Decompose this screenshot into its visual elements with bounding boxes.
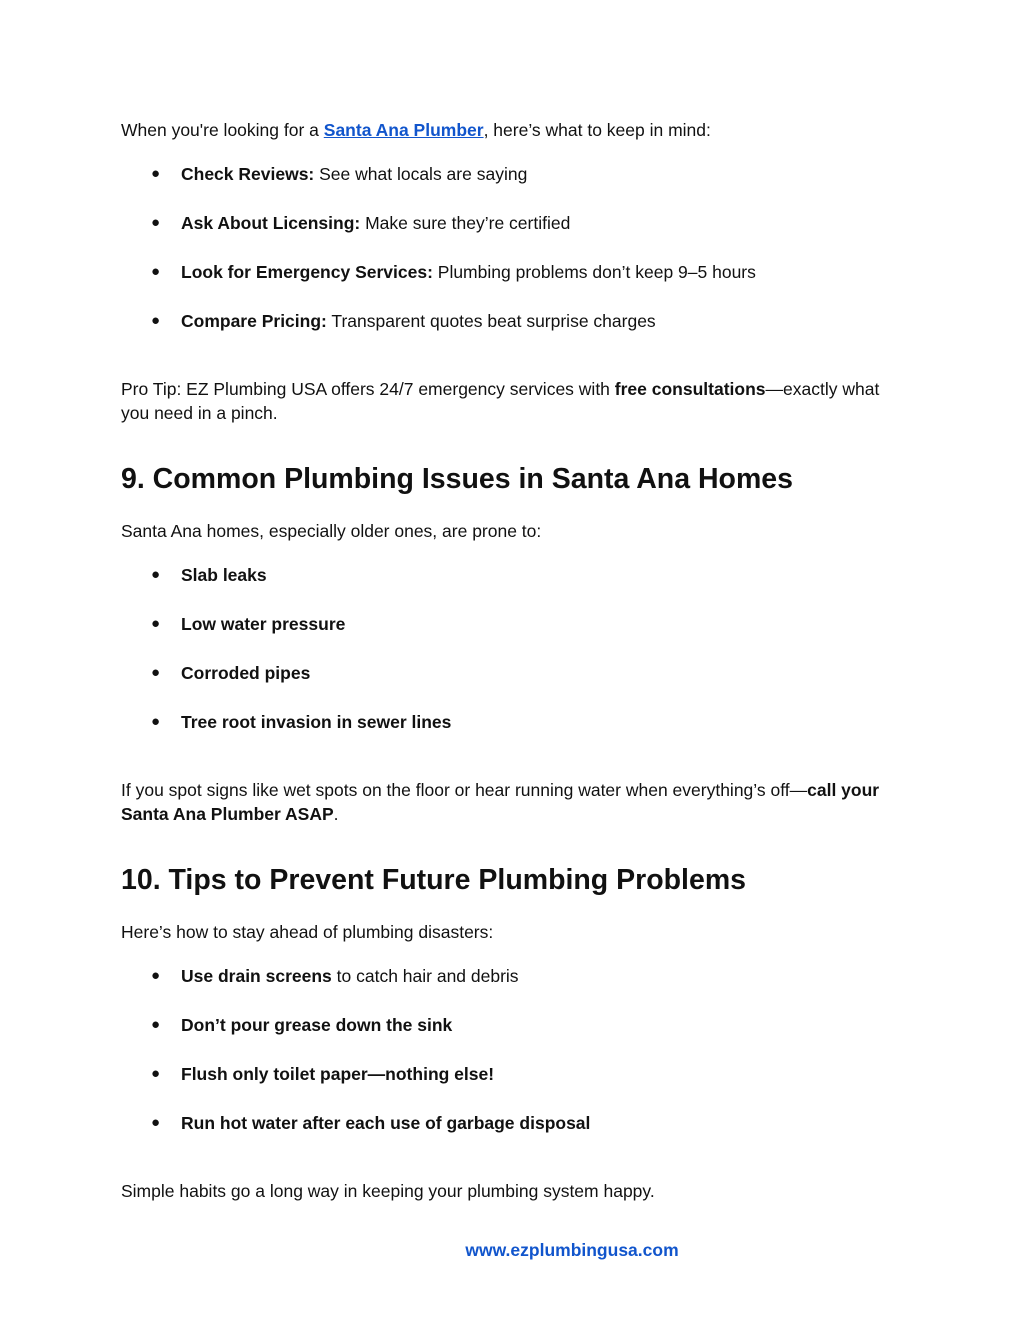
list-item [121,162,901,186]
item-bold: Compare Pricing: [181,311,327,331]
list-item [121,1013,901,1037]
bullet-icon: ● [151,615,161,632]
closing-bold: call your Santa Ana Plumber ASAP [121,780,880,824]
item-bold: Use drain screens [181,966,332,986]
section-10-closing: Simple habits go a long way in keeping your plumbing system happy. [121,1181,655,1201]
bullet-icon: ● [151,312,161,329]
intro-prefix: When you're looking for a [121,120,324,140]
list-item [121,309,901,333]
list-item [121,1111,901,1135]
closing-suffix: . [333,804,339,824]
section-9-closing [121,778,901,826]
bullet-icon: ● [151,967,161,984]
bullet-icon: ● [151,1065,161,1082]
section-10-intro: Here’s how to stay ahead of plumbing disasters: [121,922,494,942]
bullet-icon: ● [151,1114,161,1131]
item-text: to catch hair and debris [331,966,519,986]
bullet-icon: ● [151,165,161,182]
santa-ana-plumber-link[interactable]: Santa Ana Plumber [323,120,484,140]
pro-tip-paragraph [121,377,901,425]
list-item [121,563,901,587]
section-10-heading: 10. Tips to Prevent Future Plumbing Problems [121,864,747,896]
issues-list [121,563,901,734]
bullet-icon: ● [151,263,161,280]
list-item [121,710,901,734]
list-item [121,612,901,636]
list-item [121,661,901,685]
item-bold: Don’t pour grease down the sink [181,1015,453,1035]
section-9-heading: 9. Common Plumbing Issues in Santa Ana Homes [121,463,793,495]
item-text: Make sure they’re certified [360,213,571,233]
tips-list [121,162,901,333]
bullet-icon: ● [151,1016,161,1033]
pro-tip-bold: free consultations [614,379,766,399]
item-text: Plumbing problems don’t keep 9–5 hours [432,262,756,282]
list-item [121,964,901,988]
bullet-icon: ● [151,713,161,730]
item-bold: Run hot water after each use of garbage disposal [181,1113,591,1133]
item-bold: Look for Emergency Services: [181,262,433,282]
list-item [121,1062,901,1086]
intro-paragraph [121,118,901,142]
pro-tip-suffix: —exactly what you need in a pinch. [121,379,880,423]
intro-suffix: , here’s what to keep in mind: [483,120,711,140]
item-bold: Tree root invasion in sewer lines [181,712,452,732]
item-text: See what locals are saying [314,164,528,184]
bullet-icon: ● [151,214,161,231]
bullet-icon: ● [151,664,161,681]
item-bold: Check Reviews: [181,164,315,184]
document-body [121,118,901,1203]
list-item [121,260,901,284]
item-bold: Flush only toilet paper—nothing else! [181,1064,495,1084]
bullet-icon: ● [151,566,161,583]
item-bold: Corroded pipes [181,663,311,683]
section-9-intro: Santa Ana homes, especially older ones, are prone to: [121,521,542,541]
item-bold: Slab leaks [181,565,267,585]
item-text: Transparent quotes beat surprise charges [326,311,656,331]
prevention-list [121,964,901,1135]
item-bold: Low water pressure [181,614,346,634]
pro-tip-prefix: Pro Tip: EZ Plumbing USA offers 24/7 emergency services with [121,379,615,399]
list-item [121,211,901,235]
footer-url[interactable]: www.ezplumbingusa.com [465,1240,679,1260]
item-bold: Ask About Licensing: [181,213,361,233]
closing-prefix: If you spot signs like wet spots on the floor or hear running water when everything’s off— [121,780,808,800]
